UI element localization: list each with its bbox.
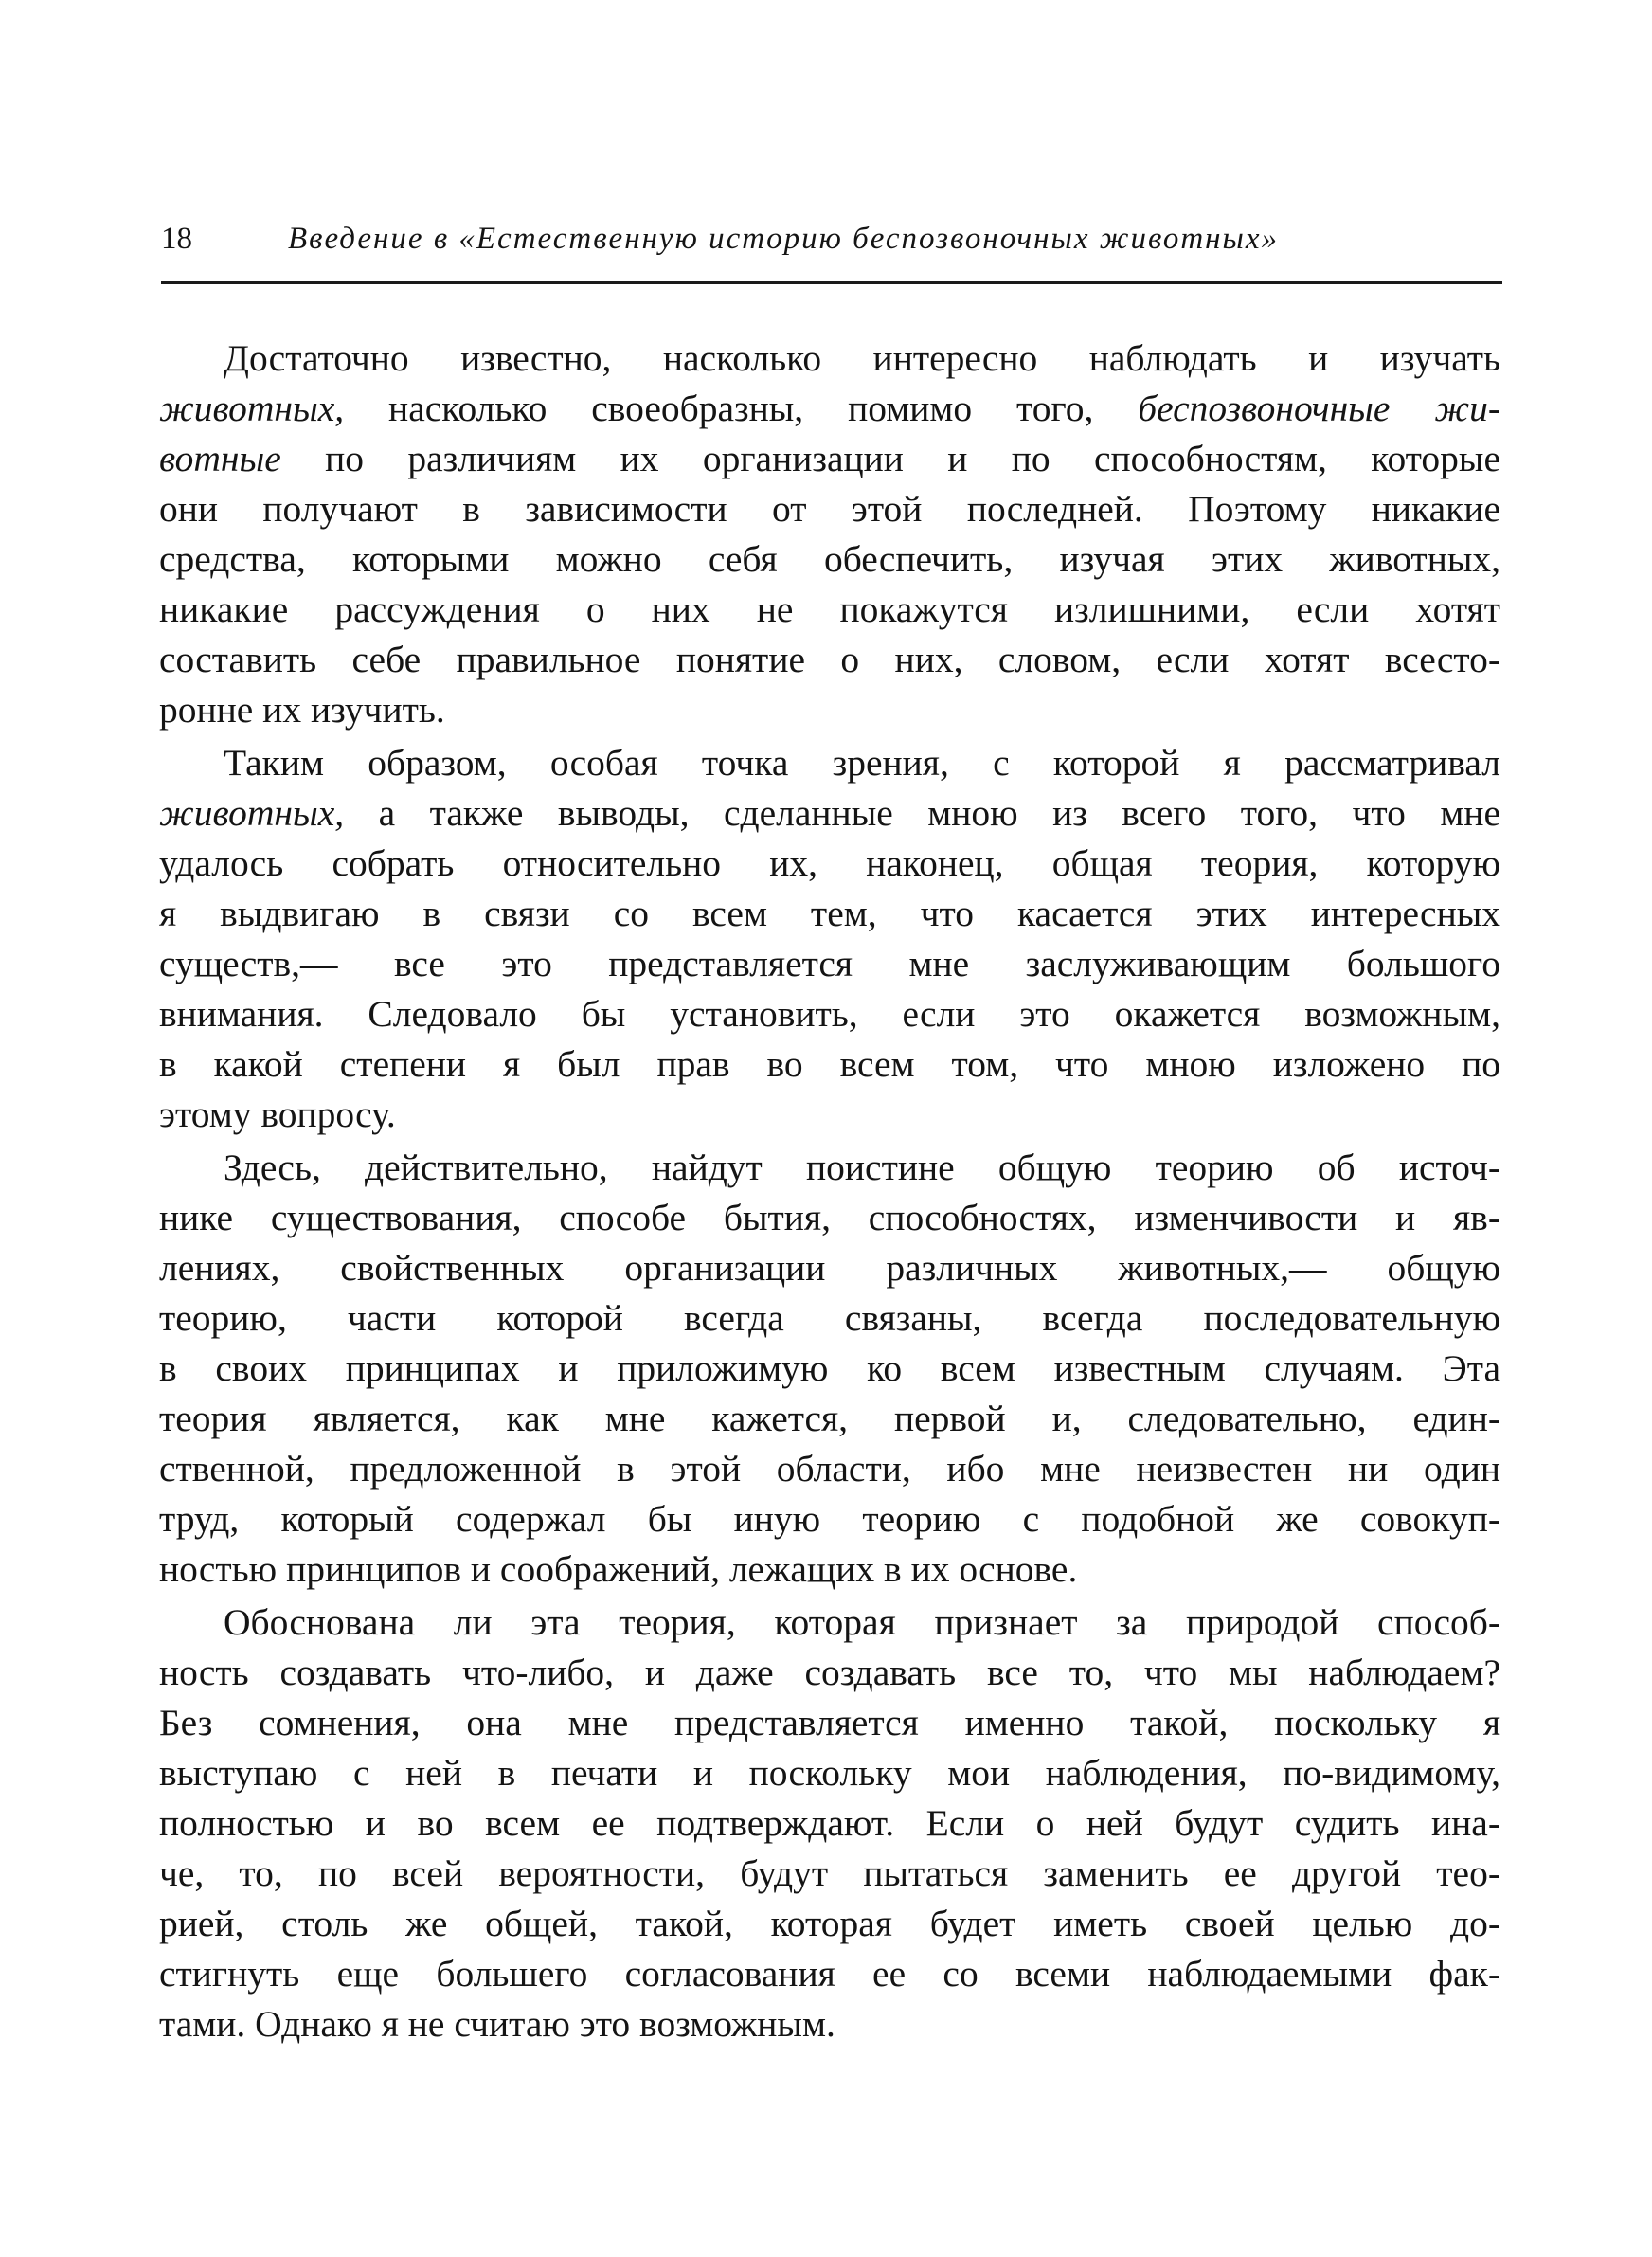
page-number: 18	[161, 222, 192, 256]
paragraph-4	[159, 1598, 1500, 2049]
paragraph-3	[159, 1143, 1500, 1595]
text-line: никакие рассуждения о них не покажутся излишними, если хотят	[159, 588, 1500, 630]
text-line: нике существования, способе бытия, способностях, изменчивости и яв-	[159, 1197, 1500, 1238]
text-line: они получают в зависимости от этой последней. Поэтому никакие	[159, 488, 1500, 530]
emphasis: беспозвоночные жи-	[1138, 388, 1500, 429]
text-line: труд, который содержал бы иную теорию с подобной же совокуп-	[159, 1498, 1500, 1540]
text-line: выступаю с ней в печати и поскольку мои наблюдения, по-видимому,	[159, 1752, 1500, 1794]
header-rule	[161, 281, 1502, 284]
text-line: полностью и во всем ее подтверждают. Если о ней будут судить ина-	[159, 1802, 1500, 1844]
text-line: ронне их изучить.	[159, 689, 445, 731]
text-line: ность создавать что-либо, и даже создавать все то, что мы наблюдаем?	[159, 1652, 1500, 1693]
text-line: я выдвигаю в связи со всем тем, что касается этих интересных	[159, 893, 1500, 934]
page-header	[161, 222, 1497, 271]
text-line: тами. Однако я не считаю это возможным.	[159, 2003, 835, 2045]
text-line: средства, которыми можно себя обеспечить, изучая этих животных,	[159, 538, 1500, 580]
text-line: в своих принципах и приложимую ко всем известным случаям. Эта	[159, 1347, 1500, 1389]
emphasis: животных,	[159, 792, 345, 834]
text-line: животных, насколько своеобразны, помимо того, беспозвоночные жи-	[159, 388, 1500, 429]
text-line: составить себе правильное понятие о них, словом, если хотят всесто-	[159, 639, 1500, 680]
paragraph-2	[159, 738, 1500, 1140]
text-line: ностью принципов и соображений, лежащих в их основе.	[159, 1548, 1078, 1590]
emphasis: животных,	[159, 388, 345, 429]
text-line: животных, а также выводы, сделанные мною из всего того, что мне	[159, 792, 1500, 834]
text-line: Достаточно известно, насколько интересно наблюдать и изучать	[224, 337, 1500, 379]
text-line: рией, столь же общей, такой, которая будет иметь своей целью до-	[159, 1903, 1500, 1944]
text-line: лениях, свойственных организации различных животных,— общую	[159, 1247, 1500, 1289]
text-line: Без сомнения, она мне представляется именно такой, поскольку я	[159, 1702, 1500, 1743]
text-line: теория является, как мне кажется, первой и, следовательно, един-	[159, 1398, 1500, 1439]
text-line: вотные по различиям их организации и по способностям, которые	[159, 438, 1500, 479]
running-title: Введение в «Естественную историю беспозвоночных животных»	[288, 222, 1280, 256]
text-line: стигнуть еще большего согласования ее со всеми наблюдаемыми фак-	[159, 1953, 1500, 1995]
text-line: этому вопросу.	[159, 1093, 396, 1135]
text-line: че, то, по всей вероятности, будут пытаться заменить ее другой тео-	[159, 1852, 1500, 1894]
text-line: существ,— все это представляется мне заслуживающим большого	[159, 943, 1500, 984]
emphasis: вотные	[159, 438, 281, 479]
text-line: ственной, предложенной в этой области, ибо мне неизвестен ни один	[159, 1448, 1500, 1490]
text-line: внимания. Следовало бы установить, если это окажется возможным,	[159, 993, 1500, 1035]
text-line: Обоснована ли эта теория, которая признает за природой способ-	[224, 1601, 1500, 1643]
text-line: Здесь, действительно, найдут поистине общую теорию об источ-	[224, 1147, 1500, 1188]
text-line: удалось собрать относительно их, наконец, общая теория, которую	[159, 842, 1500, 884]
text-line: Таким образом, особая точка зрения, с которой я рассматривал	[224, 742, 1500, 784]
paragraph-1	[159, 334, 1500, 735]
text-line: теорию, части которой всегда связаны, всегда последовательную	[159, 1297, 1500, 1339]
body-text	[159, 334, 1500, 2052]
text-line: в какой степени я был прав во всем том, что мною изложено по	[159, 1043, 1500, 1085]
